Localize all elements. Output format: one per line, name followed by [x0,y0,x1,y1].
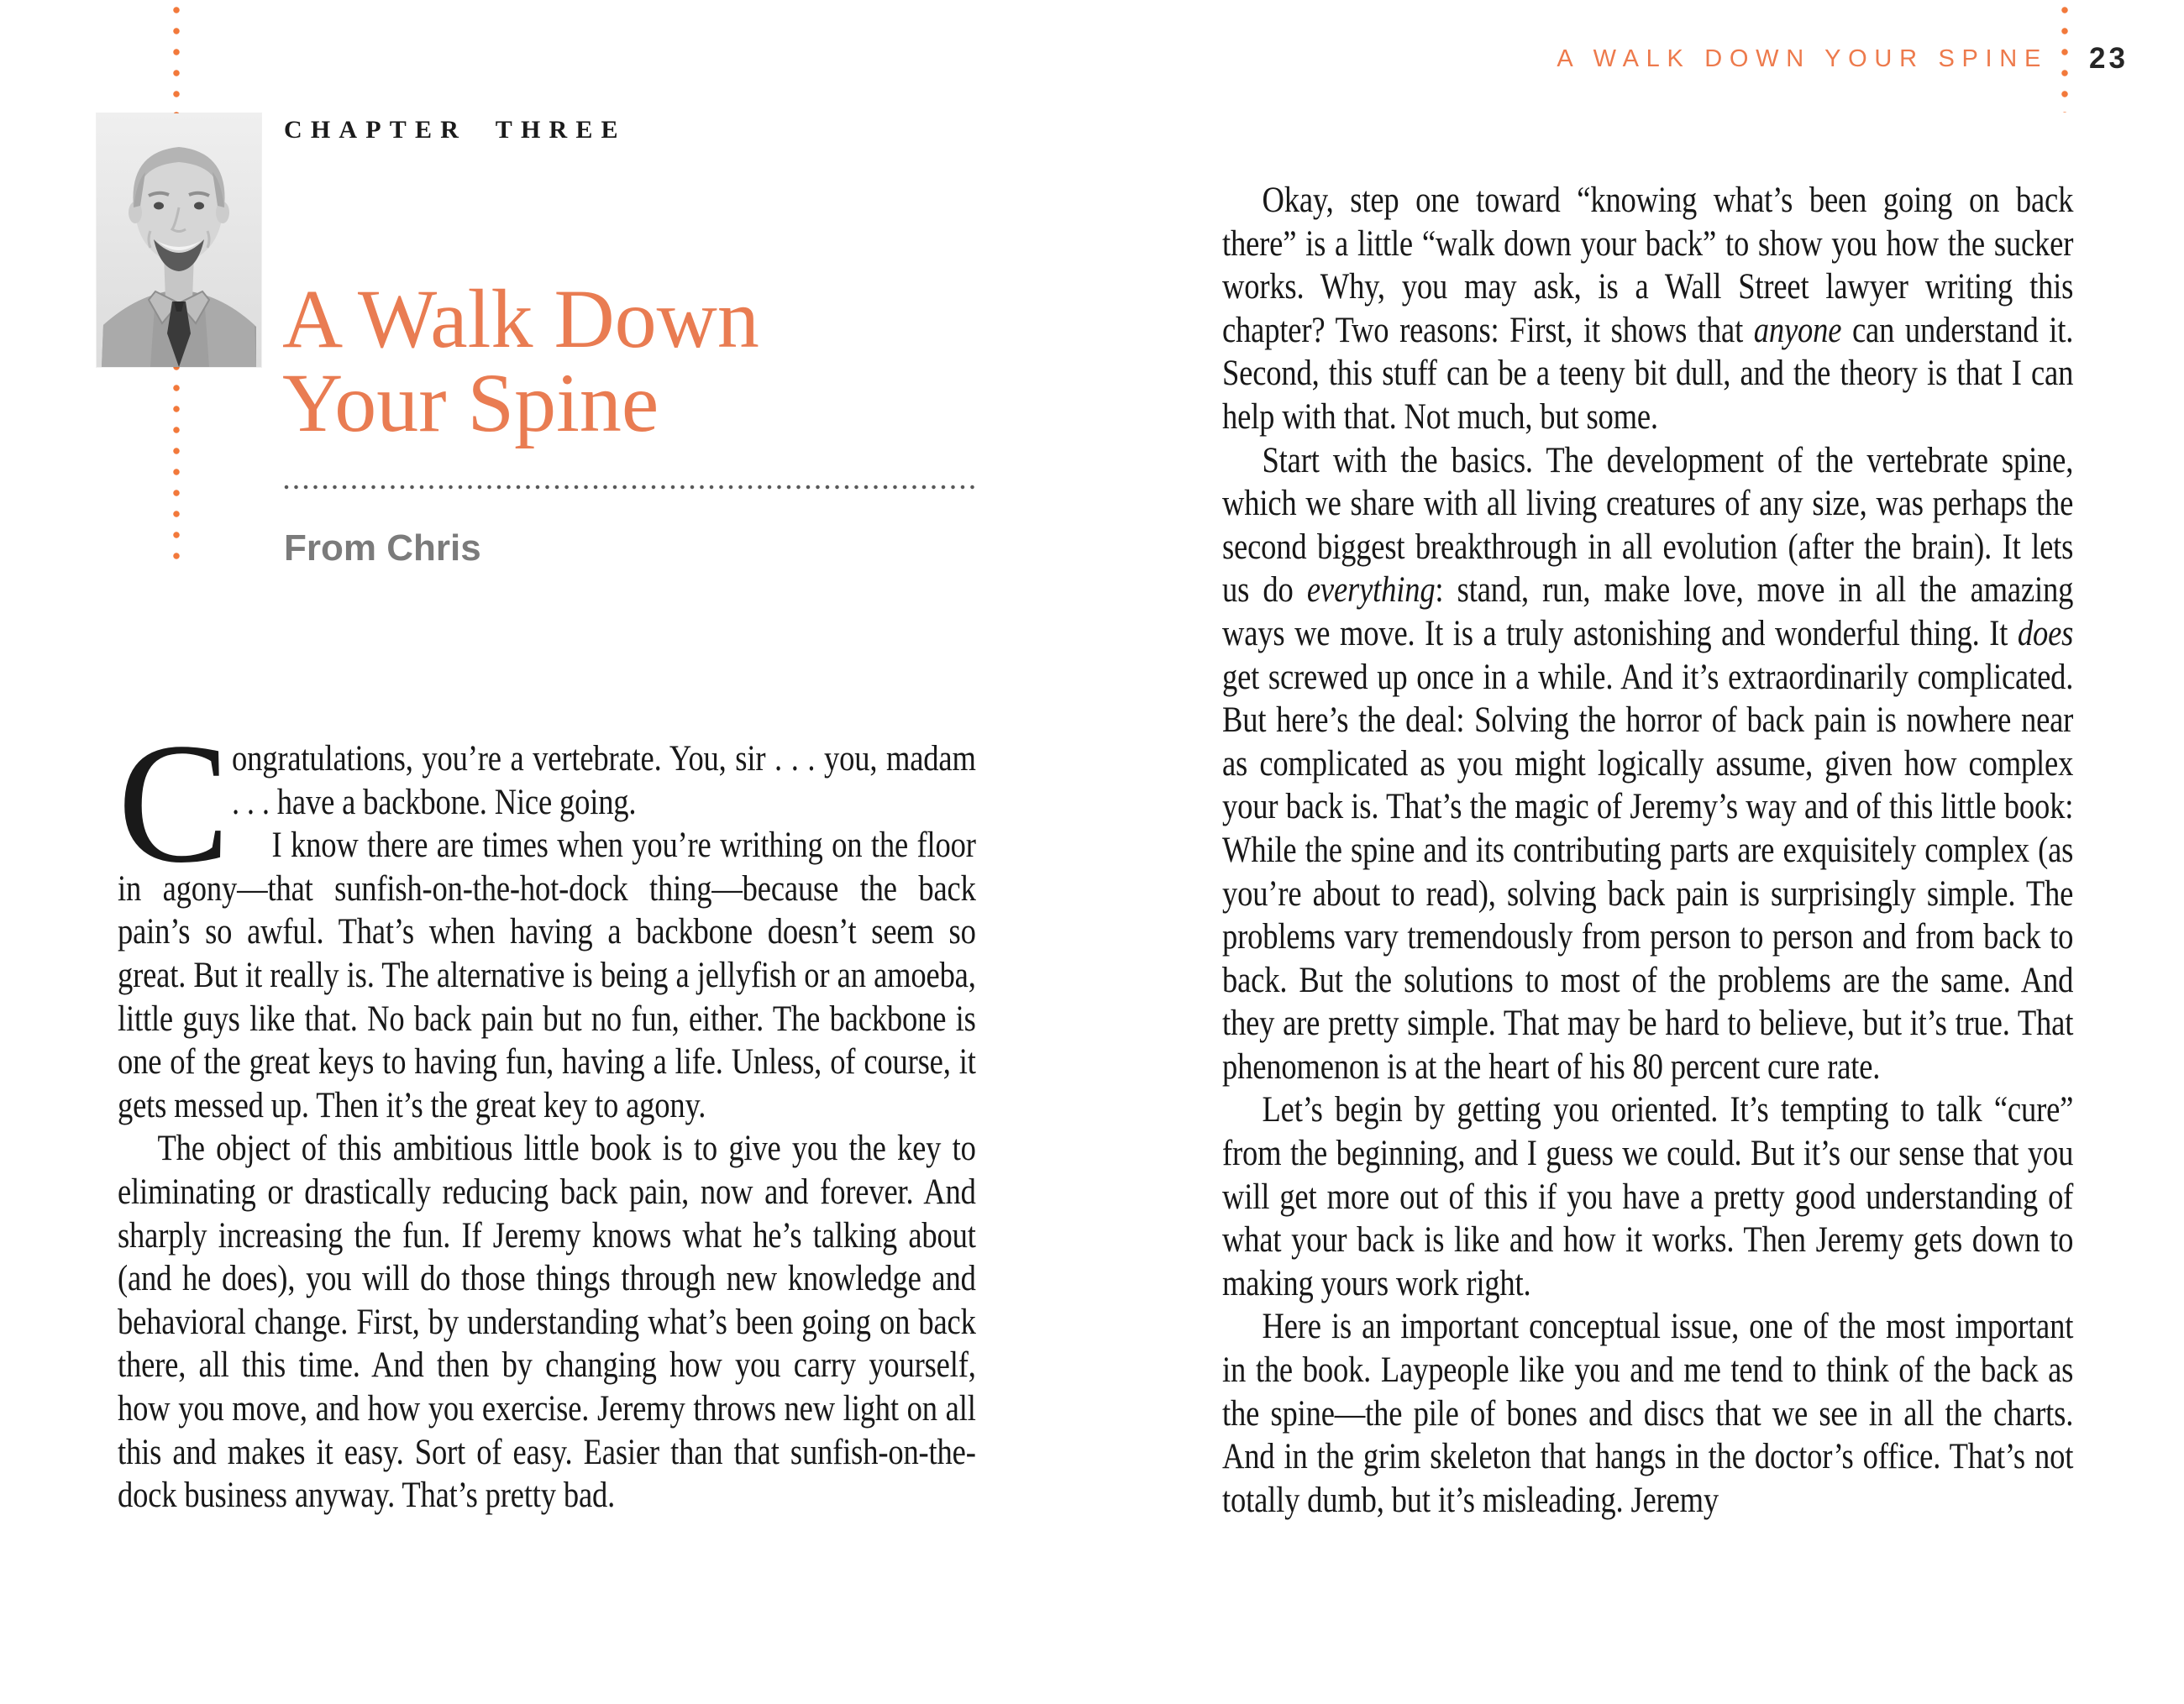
body-paragraph: Congratulations, you’re a vertebrate. You, sir . . . you, madam . . . have a backbone. Nice going. [118,708,976,899]
chapter-title [282,272,759,449]
running-header: A WALK DOWN YOUR SPINE [1557,45,2048,72]
chapter-title-line2: Your Spine [282,356,659,449]
italic-text: anyone [1753,310,1842,350]
author-portrait-photo [97,113,261,367]
byline: From Chris [284,527,481,569]
header-dotted-rule [2061,0,2068,113]
body-paragraph: Okay, step one toward “knowing what’s been going on back there” is a little “walk down your back” to show you how the sucker works. Why, you may ask, is a Wall Street lawyer writing this chapter? Two reasons: First, it shows that anyone can understand it. Second, this stuff can be a teeny bit dull, and the theory is that I can help with that. Not much, but some. [1222,181,2074,437]
left-body-column [118,708,976,1518]
body-paragraph: Let’s begin by getting you oriented. It’s tempting to talk “cure” from the beginning, and I guess we could. But it’s our sense that you will get more out of this if you have a pretty good understanding of what your back is like and how it works. Then Jeremy gets down to making yours work right. [1222,1090,2074,1303]
body-paragraph: The object of this ambitious little book is to give you the key to eliminating or drastically reducing back pain, now and forever. And sharply increasing the fun. If Jeremy knows what he’s talking about (and he does), you will do those things through new knowledge and behavioral change. First, by understanding what’s been going on back there, all this time. And then by changing how you carry yourself, how you move, and how you exercise. Jeremy throws new light on all this and makes it easy. Sort of easy. Easier than that sunfish-on-the-dock business anyway. That’s pretty bad. [118,1129,976,1516]
portrait-illustration [97,113,261,367]
title-dotted-divider [284,485,979,490]
right-body-column [1222,179,2073,1522]
drop-cap: C [118,708,230,899]
page-number: 23 [2089,42,2129,75]
body-paragraph: Start with the basics. The development of the vertebrate spine, which we share with all living creatures of any size, was perhaps the second biggest breakthrough in all evolution (after the brain). It lets us do everything: stand, run, make love, move in all the amazing ways we move. It is a truly astonishing and wonderful thing. It does get screwed up once in a while. And it’s extraordinarily complicated. But here’s the deal: Solving the horror of back pain is nowhere near as complicated as you might logically assume, given how complex your back is. That’s the magic of Jeremy’s way and of this little book: While the spine and its contributing parts are exquisitely complex (as you’re about to read), solving back pain is surprisingly simple. The problems vary tremendously from person to person and from back to back. But the solutions to most of the problems are the same. And they are pretty simple. That may be hard to believe, but it’s true. That phenomenon is at the heart of his 80 percent cure rate. [1222,440,2074,1087]
chapter-title-line1: A Walk Down [282,272,759,365]
body-paragraph: I know there are times when you’re writhing on the floor in agony—that sunfish-on-the-hot-dock thing—because the back pain’s so awful. That’s when having a backbone doesn’t seem so great. But it really is. The alternative is being a jellyfish or an amoeba, little guys like that. No back pain but no fun, either. The backbone is one of the great keys to having fun, having a life. Unless, of course, it gets messed up. Then it’s the great key to agony. [118,826,976,1125]
chapter-label: CHAPTER THREE [284,116,627,144]
body-paragraph: Here is an important conceptual issue, one of the most important in the book. Laypeople like you and me tend to think of the back as the spine—the pile of bones and discs that we see in all the charts. And in the grim skeleton that hangs in the doctor’s office. That’s not totally dumb, but it’s misleading. Jeremy [1222,1307,2074,1520]
italic-text: does [2017,613,2074,653]
italic-text: everything [1306,570,1436,611]
